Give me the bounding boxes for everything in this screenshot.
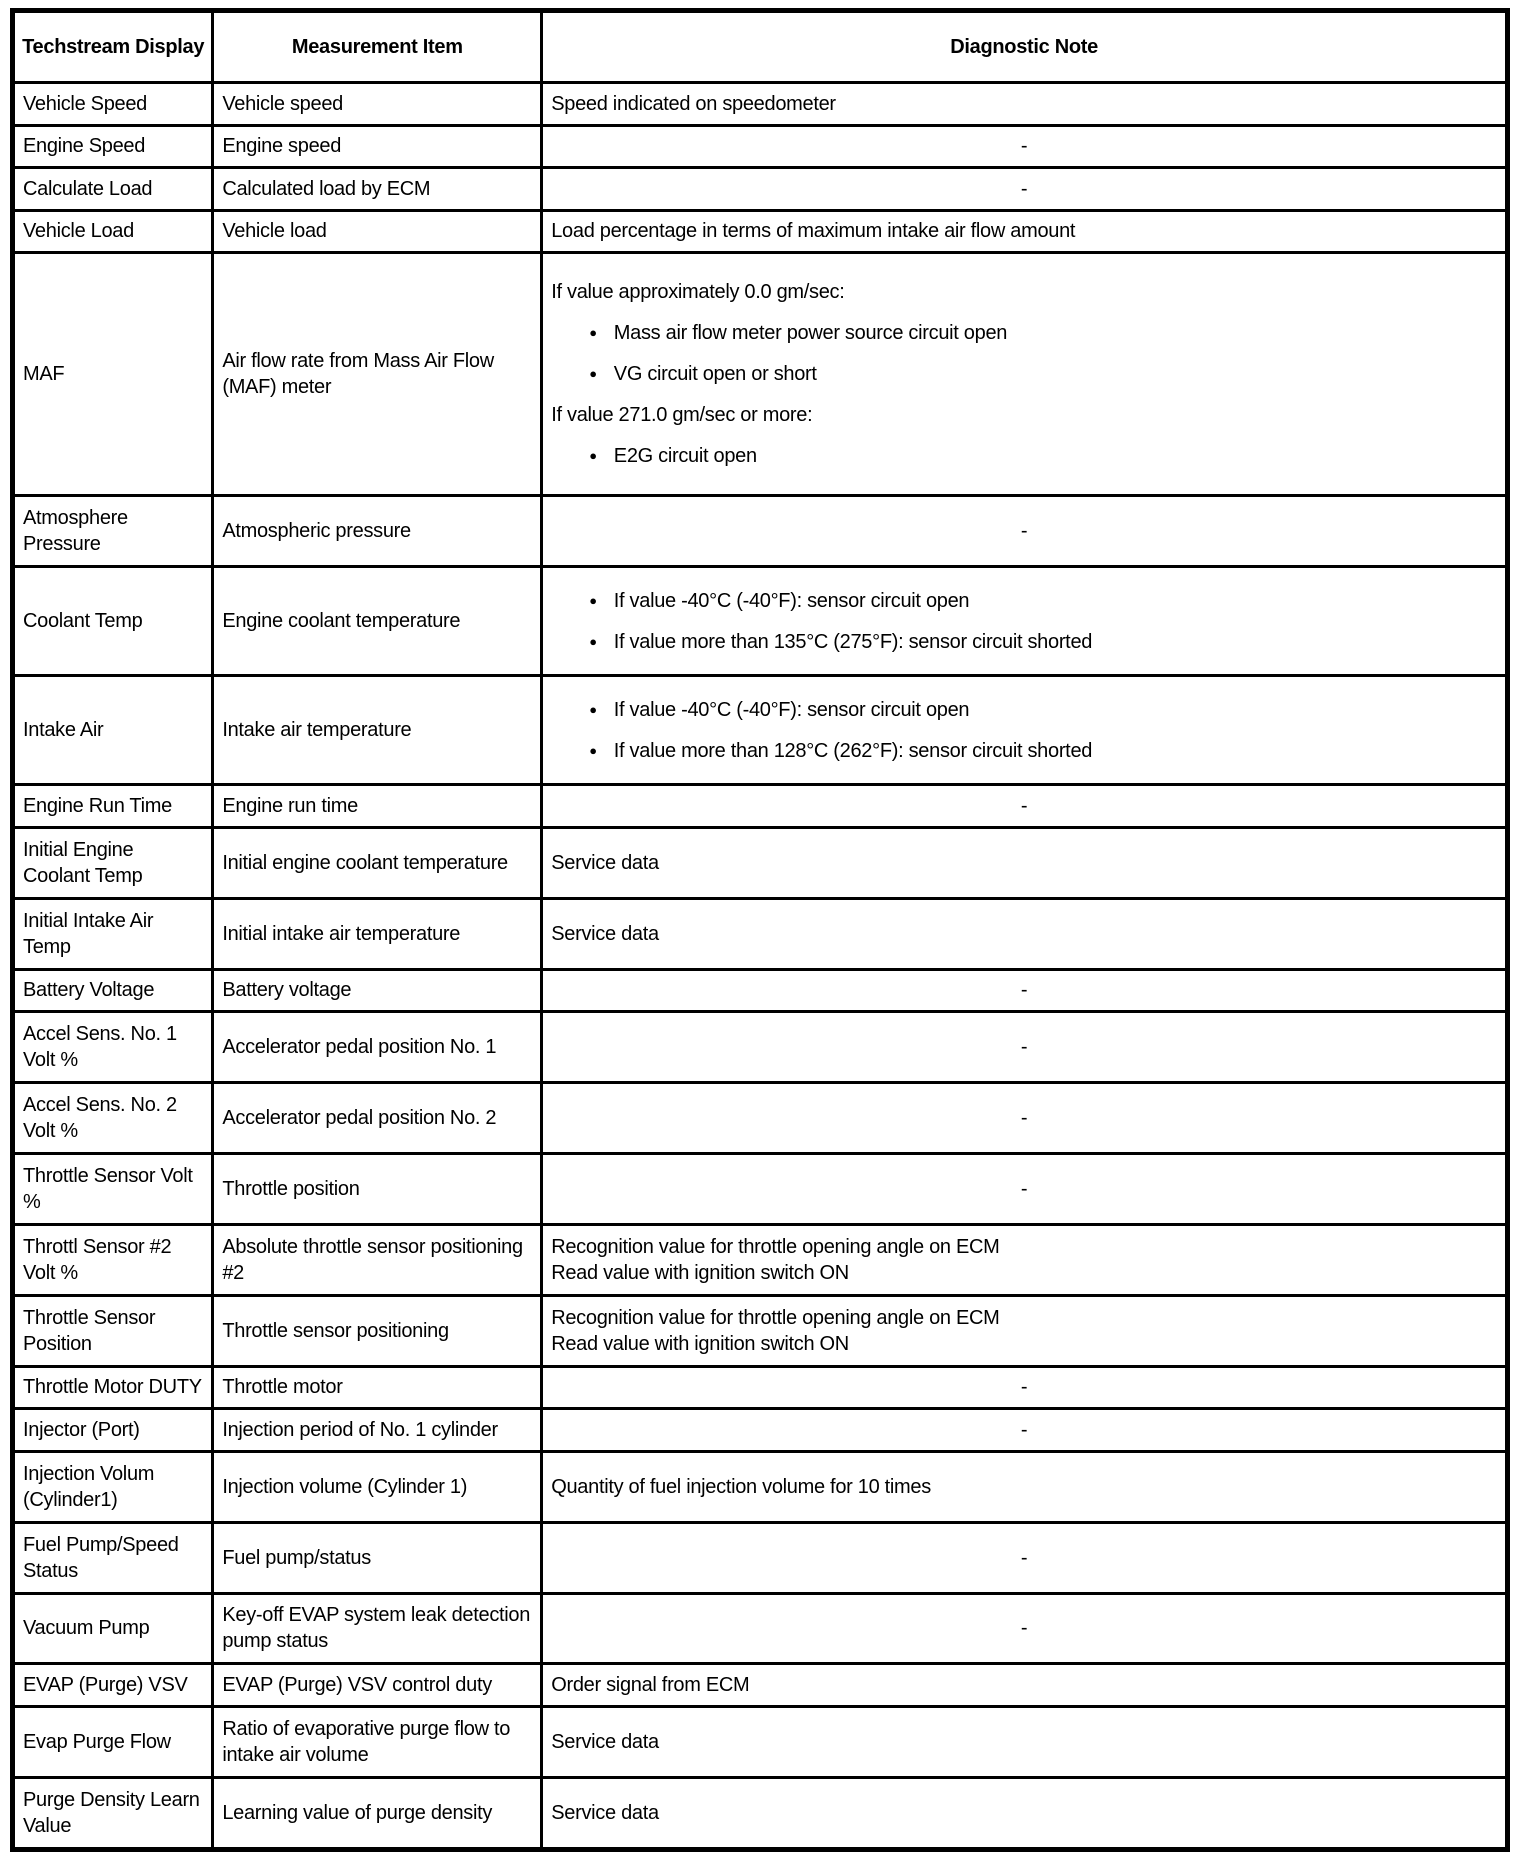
cell-measurement-item: Injection volume (Cylinder 1) [213, 1451, 542, 1522]
cell-measurement-item: Calculated load by ECM [213, 168, 542, 211]
cell-measurement-item: Absolute throttle sensor positioning #2 [213, 1224, 542, 1295]
cell-diagnostic-note [542, 898, 1508, 969]
table-row [13, 1451, 1508, 1522]
dash-placeholder: - [1020, 520, 1028, 543]
header-diagnostic-note: Diagnostic Note [542, 11, 1508, 83]
cell-measurement-item: Throttle motor [213, 1366, 542, 1409]
table-row [13, 1295, 1508, 1366]
note-bullet-item [551, 443, 1497, 469]
cell-measurement-item: Vehicle load [213, 210, 542, 253]
table-row [13, 253, 1508, 496]
cell-techstream-display: Throttle Motor DUTY [13, 1366, 213, 1409]
cell-diagnostic-note [542, 1154, 1508, 1225]
note-paragraph: If value approximately 0.0 gm/sec: [551, 281, 845, 304]
note-line: Speed indicated on speedometer [551, 92, 836, 115]
bullet-icon: ● [589, 701, 597, 717]
cell-techstream-display: Injector (Port) [13, 1409, 213, 1452]
cell-measurement-item: Throttle position [213, 1154, 542, 1225]
dash-placeholder: - [1020, 1036, 1028, 1059]
table-row [13, 125, 1508, 168]
cell-diagnostic-note [542, 567, 1508, 676]
cell-measurement-item: Key-off EVAP system leak detection pump status [213, 1593, 542, 1664]
table-body [13, 83, 1508, 1850]
cell-techstream-display: Injection Volum (Cylinder1) [13, 1451, 213, 1522]
note-line: Service data [551, 1801, 659, 1824]
cell-techstream-display: Throttl Sensor #2 Volt % [13, 1224, 213, 1295]
note-line: Recognition value for throttle opening angle on ECM [551, 1235, 1000, 1258]
cell-techstream-display: Calculate Load [13, 168, 213, 211]
cell-techstream-display: Initial Intake Air Temp [13, 898, 213, 969]
dash-placeholder: - [1020, 1107, 1028, 1130]
cell-diagnostic-note [542, 496, 1508, 567]
dash-placeholder: - [1020, 795, 1028, 818]
cell-techstream-display: Throttle Sensor Position [13, 1295, 213, 1366]
table-row [13, 676, 1508, 785]
cell-techstream-display: Purge Density Learn Value [13, 1777, 213, 1849]
bullet-icon: ● [589, 742, 597, 758]
header-measurement-item: Measurement Item [213, 11, 542, 83]
bullet-icon: ● [589, 448, 597, 464]
cell-techstream-display: Accel Sens. No. 1 Volt % [13, 1012, 213, 1083]
cell-techstream-display: Engine Speed [13, 125, 213, 168]
note-bullet-item [551, 738, 1497, 764]
techstream-measurement-table [10, 8, 1510, 1852]
note-bullet-text: Mass air flow meter power source circuit open [613, 322, 1008, 345]
note-line: Service data [551, 1730, 659, 1753]
cell-diagnostic-note [542, 83, 1508, 126]
note-bullet-text: If value more than 135°C (275°F): sensor circuit shorted [613, 630, 1093, 653]
table-row [13, 1154, 1508, 1225]
cell-diagnostic-note [542, 827, 1508, 898]
cell-diagnostic-note [542, 1012, 1508, 1083]
table-row [13, 1706, 1508, 1777]
table-row [13, 1664, 1508, 1707]
table-row [13, 496, 1508, 567]
bullet-icon: ● [589, 366, 597, 382]
cell-diagnostic-note [542, 785, 1508, 828]
cell-measurement-item: Air flow rate from Mass Air Flow (MAF) meter [213, 253, 542, 496]
cell-diagnostic-note [542, 676, 1508, 785]
table-row [13, 567, 1508, 676]
note-bullet-text: E2G circuit open [613, 445, 757, 468]
table-row [13, 83, 1508, 126]
note-bullet-text: VG circuit open or short [613, 363, 817, 386]
table-row [13, 1083, 1508, 1154]
cell-diagnostic-note [542, 969, 1508, 1012]
table-row [13, 785, 1508, 828]
bullet-icon: ● [589, 592, 597, 608]
note-line: Recognition value for throttle opening angle on ECM [551, 1306, 1000, 1329]
cell-measurement-item: Initial engine coolant temperature [213, 827, 542, 898]
cell-measurement-item: Intake air temperature [213, 676, 542, 785]
cell-diagnostic-note [542, 1664, 1508, 1707]
note-line: Service data [551, 851, 659, 874]
dash-placeholder: - [1020, 177, 1028, 200]
header-row [13, 11, 1508, 83]
cell-diagnostic-note [542, 1706, 1508, 1777]
cell-measurement-item: EVAP (Purge) VSV control duty [213, 1664, 542, 1707]
cell-measurement-item: Fuel pump/status [213, 1522, 542, 1593]
note-bullet-text: If value more than 128°C (262°F): sensor circuit shorted [613, 739, 1093, 762]
cell-techstream-display: Accel Sens. No. 2 Volt % [13, 1083, 213, 1154]
cell-diagnostic-note [542, 210, 1508, 253]
table-row [13, 1224, 1508, 1295]
note-bullet-item [551, 361, 1497, 387]
cell-diagnostic-note [542, 1409, 1508, 1452]
cell-techstream-display: Fuel Pump/Speed Status [13, 1522, 213, 1593]
cell-techstream-display: Vehicle Load [13, 210, 213, 253]
cell-measurement-item: Engine speed [213, 125, 542, 168]
cell-techstream-display: MAF [13, 253, 213, 496]
cell-diagnostic-note [542, 1366, 1508, 1409]
cell-measurement-item: Accelerator pedal position No. 1 [213, 1012, 542, 1083]
bullet-icon: ● [589, 633, 597, 649]
cell-diagnostic-note [542, 1295, 1508, 1366]
table-row [13, 168, 1508, 211]
table-row [13, 1409, 1508, 1452]
dash-placeholder: - [1020, 1418, 1028, 1441]
note-bullet-item [551, 320, 1497, 346]
dash-placeholder: - [1020, 1376, 1028, 1399]
note-line: Order signal from ECM [551, 1674, 750, 1697]
cell-measurement-item: Engine run time [213, 785, 542, 828]
cell-diagnostic-note [542, 1083, 1508, 1154]
note-bullet-text: If value -40°C (-40°F): sensor circuit open [613, 589, 970, 612]
cell-diagnostic-note [542, 168, 1508, 211]
cell-measurement-item: Atmospheric pressure [213, 496, 542, 567]
note-bullet-text: If value -40°C (-40°F): sensor circuit open [613, 698, 970, 721]
cell-techstream-display: Throttle Sensor Volt % [13, 1154, 213, 1225]
cell-measurement-item: Injection period of No. 1 cylinder [213, 1409, 542, 1452]
note-bullet-item [551, 697, 1497, 723]
cell-diagnostic-note [542, 1593, 1508, 1664]
cell-measurement-item: Initial intake air temperature [213, 898, 542, 969]
note-line: Quantity of fuel injection volume for 10 times [551, 1475, 931, 1498]
note-line: Read value with ignition switch ON [551, 1332, 849, 1355]
cell-techstream-display: Coolant Temp [13, 567, 213, 676]
table-row [13, 210, 1508, 253]
dash-placeholder: - [1020, 135, 1028, 158]
table-row [13, 1366, 1508, 1409]
table-row [13, 1522, 1508, 1593]
header-techstream-display: Techstream Display [13, 11, 213, 83]
cell-techstream-display: Vacuum Pump [13, 1593, 213, 1664]
cell-techstream-display: Battery Voltage [13, 969, 213, 1012]
bullet-icon: ● [589, 325, 597, 341]
table-row [13, 1012, 1508, 1083]
note-bullet-item [551, 629, 1497, 655]
table-row [13, 898, 1508, 969]
cell-measurement-item: Accelerator pedal position No. 2 [213, 1083, 542, 1154]
note-line: Read value with ignition switch ON [551, 1261, 849, 1284]
cell-diagnostic-note [542, 1522, 1508, 1593]
cell-diagnostic-note [542, 1224, 1508, 1295]
cell-diagnostic-note [542, 125, 1508, 168]
cell-techstream-display: Atmosphere Pressure [13, 496, 213, 567]
table-row [13, 1777, 1508, 1849]
cell-techstream-display: Vehicle Speed [13, 83, 213, 126]
note-bullet-item [551, 588, 1497, 614]
cell-techstream-display: Engine Run Time [13, 785, 213, 828]
cell-techstream-display: Initial Engine Coolant Temp [13, 827, 213, 898]
cell-measurement-item: Ratio of evaporative purge flow to intake air volume [213, 1706, 542, 1777]
cell-measurement-item: Battery voltage [213, 969, 542, 1012]
cell-measurement-item: Engine coolant temperature [213, 567, 542, 676]
note-line: Service data [551, 922, 659, 945]
cell-measurement-item: Learning value of purge density [213, 1777, 542, 1849]
dash-placeholder: - [1020, 1546, 1028, 1569]
table-row [13, 827, 1508, 898]
cell-measurement-item: Throttle sensor positioning [213, 1295, 542, 1366]
dash-placeholder: - [1020, 1177, 1028, 1200]
table-row [13, 969, 1508, 1012]
cell-diagnostic-note [542, 253, 1508, 496]
dash-placeholder: - [1020, 979, 1028, 1002]
note-line: Load percentage in terms of maximum intake air flow amount [551, 220, 1076, 243]
dash-placeholder: - [1020, 1617, 1028, 1640]
cell-diagnostic-note [542, 1777, 1508, 1849]
cell-measurement-item: Vehicle speed [213, 83, 542, 126]
cell-diagnostic-note [542, 1451, 1508, 1522]
table-header [13, 11, 1508, 83]
cell-techstream-display: Evap Purge Flow [13, 1706, 213, 1777]
note-paragraph: If value 271.0 gm/sec or more: [551, 404, 813, 427]
cell-techstream-display: Intake Air [13, 676, 213, 785]
cell-techstream-display: EVAP (Purge) VSV [13, 1664, 213, 1707]
table-row [13, 1593, 1508, 1664]
